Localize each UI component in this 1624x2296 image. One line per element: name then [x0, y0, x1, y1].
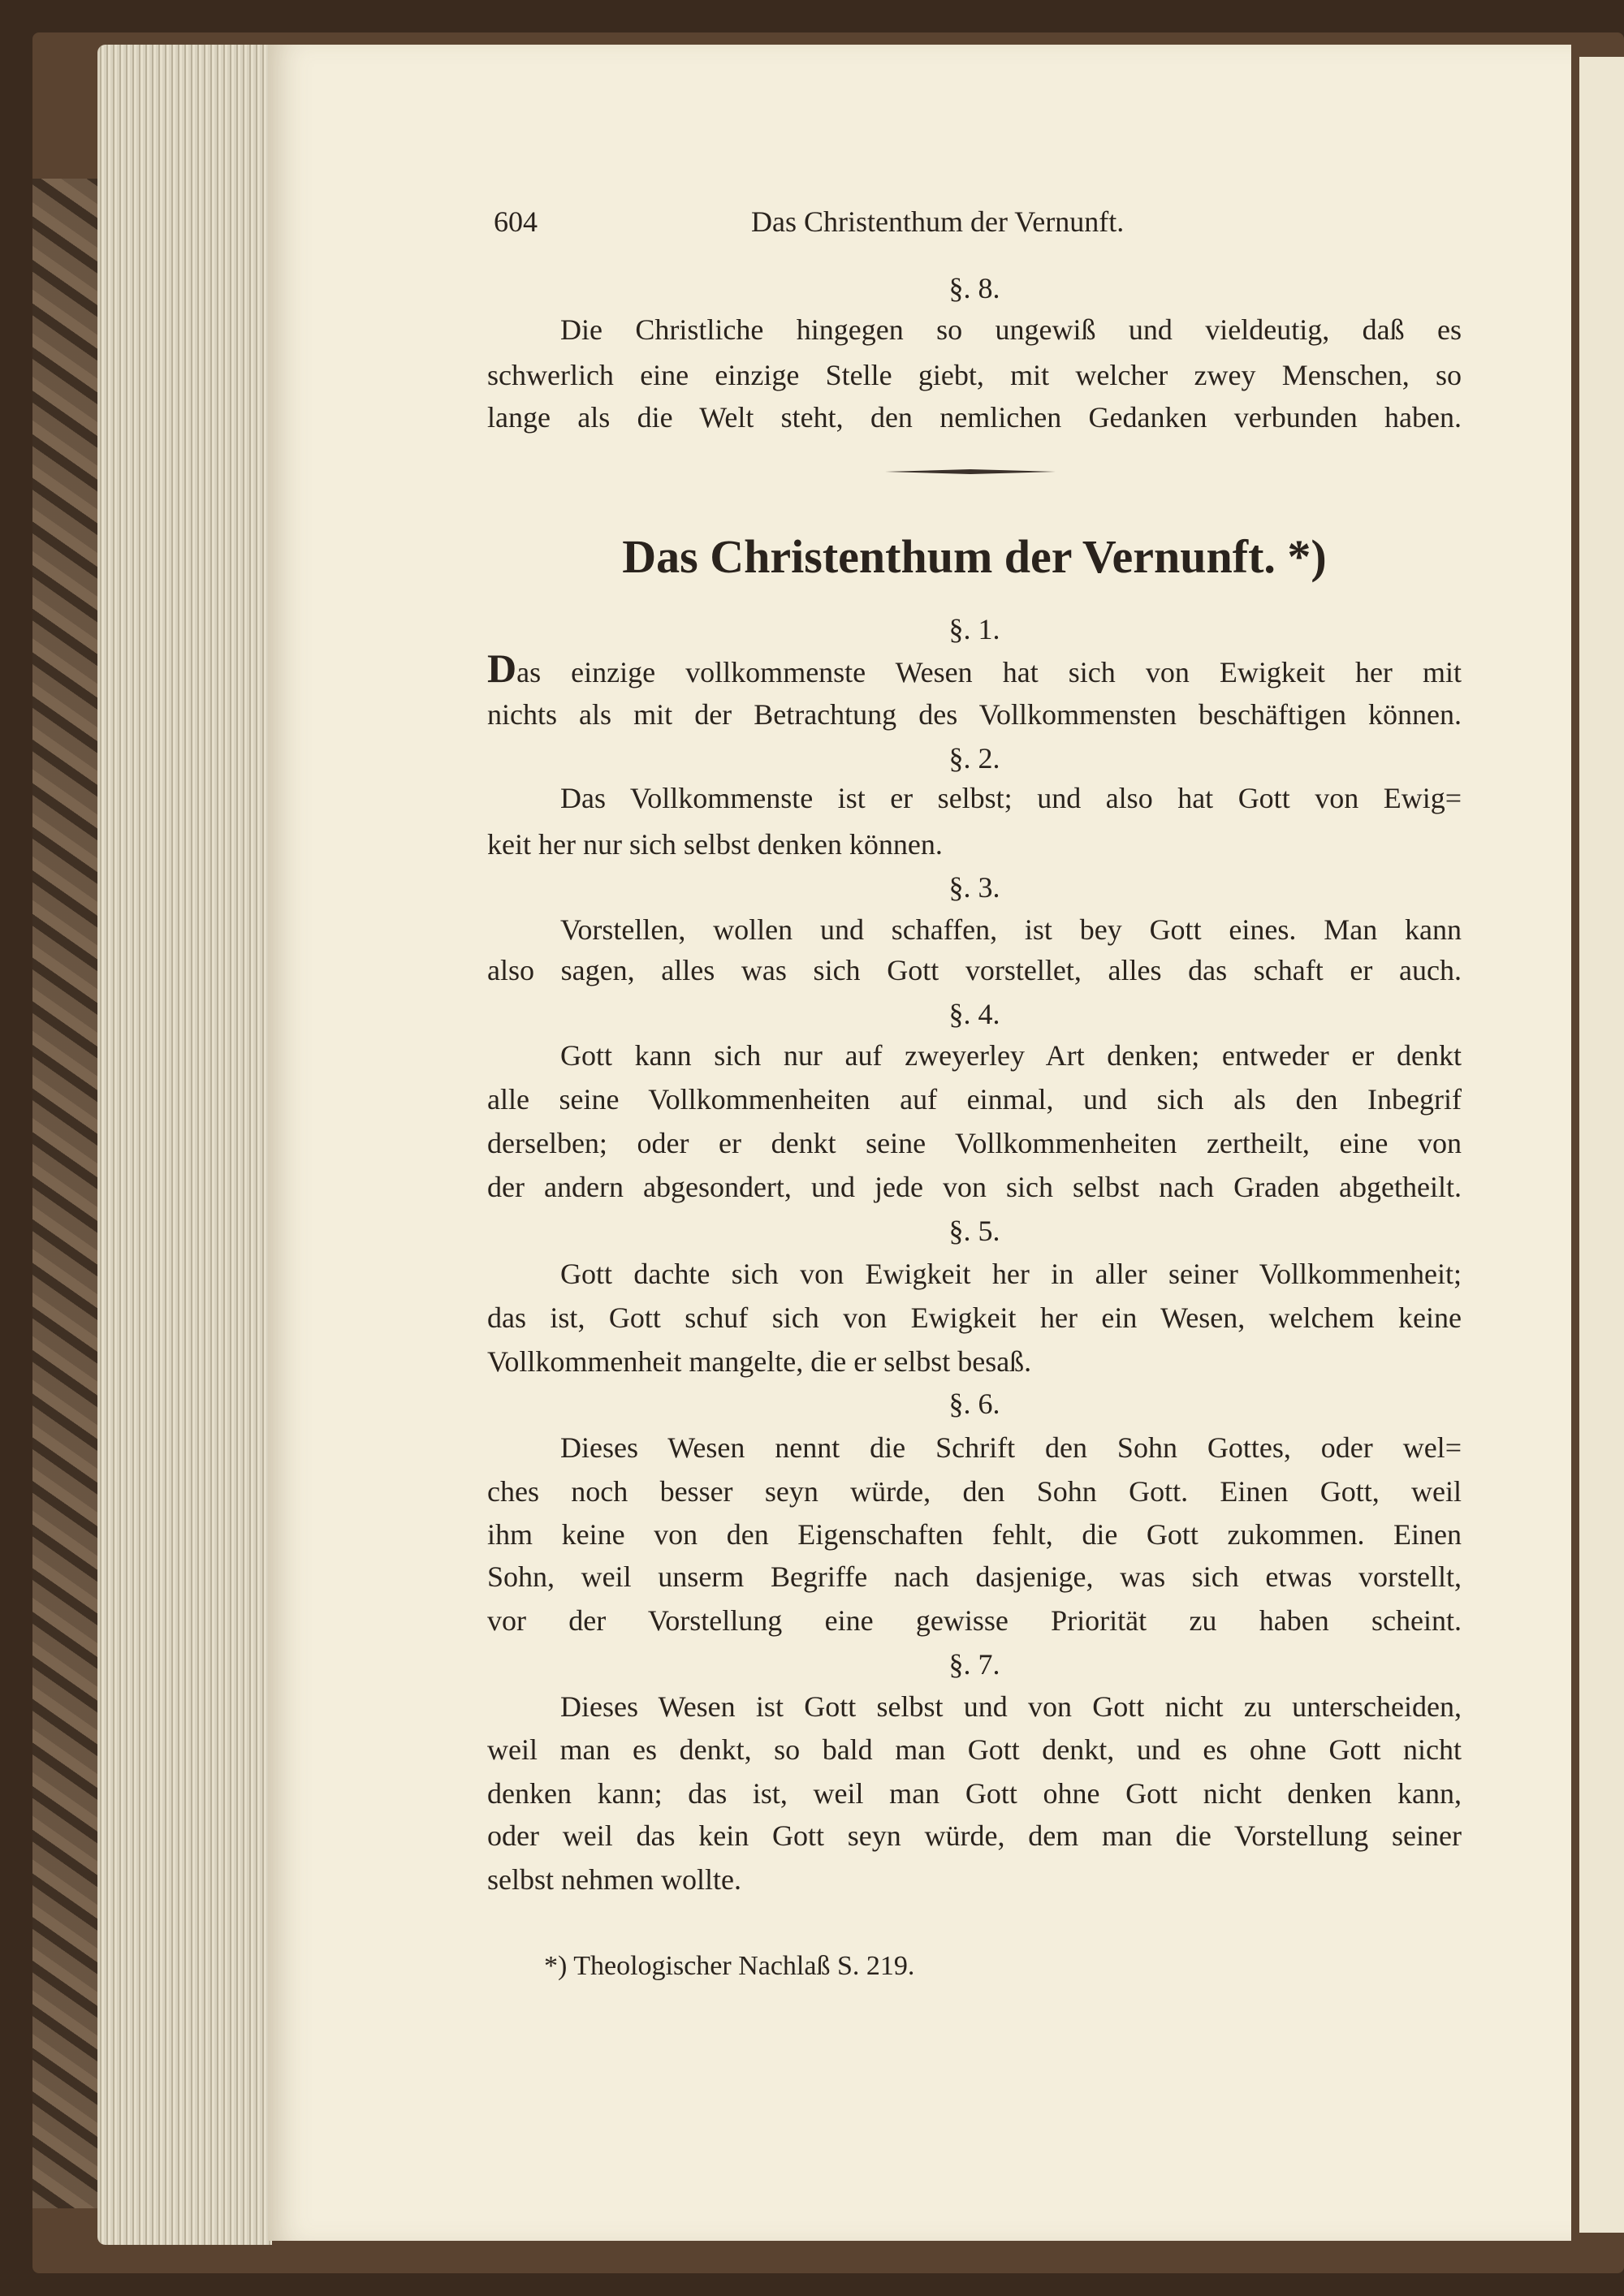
page-number: 604 [494, 205, 538, 238]
text-line: Vorstellen, wollen und schaffen, ist bey Gott eines. Man kann [560, 913, 1462, 946]
text-line: Sohn, weil unserm Begriffe nach dasjenige, was sich etwas vorstellt, [487, 1560, 1462, 1593]
marbled-cover-edge [32, 179, 106, 2208]
text-line: Dieses Wesen nennt die Schrift den Sohn Gottes, oder wel= [560, 1431, 1462, 1464]
text-line: Gott kann sich nur auf zweyerley Art denken; entweder er denkt [560, 1039, 1462, 1072]
text-line: das ist, Gott schuf sich von Ewigkeit her ein Wesen, welchem keine [487, 1301, 1462, 1334]
facing-page [1579, 57, 1624, 2233]
text-line: Dieses Wesen ist Gott selbst und von Gott nicht zu unterscheiden, [560, 1690, 1462, 1723]
text-line: ihm keine von den Eigenschaften fehlt, die Gott zukommen. Einen [487, 1518, 1462, 1551]
text-line-rest: as einzige vollkommenste Wesen hat sich von Ewigkeit her mit [516, 656, 1462, 688]
text-line: Die Christliche hingegen so ungewiß und vieldeutig, daß es [560, 313, 1462, 346]
section-mark: §. 5. [948, 1215, 1000, 1247]
section-mark: §. 2. [948, 742, 1000, 775]
text-line: keit her nur sich selbst denken können. [487, 828, 943, 861]
text-line [487, 645, 1462, 691]
text-line: derselben; oder er denkt seine Vollkommenheiten zertheilt, eine von [487, 1127, 1462, 1159]
text-line: Das Vollkommenste ist er selbst; und also hat Gott von Ewig= [560, 782, 1462, 814]
text-line: lange als die Welt steht, den nemlichen Gedanken verbunden haben. [487, 401, 1462, 434]
text-line: ches noch besser seyn würde, den Sohn Gott. Einen Gott, weil [487, 1475, 1462, 1508]
section-mark: §. 4. [948, 998, 1000, 1030]
section-mark: §. 1. [948, 613, 1000, 645]
text-line: also sagen, alles was sich Gott vorstellet, alles das schaft er auch. [487, 954, 1462, 986]
text-line: oder weil das kein Gott seyn würde, dem man die Vorstellung seiner [487, 1819, 1462, 1852]
drop-cap: D [487, 645, 517, 691]
text-line: der andern abgesondert, und jede von sich selbst nach Graden abgetheilt. [487, 1171, 1462, 1203]
text-line: denken kann; das ist, weil man Gott ohne Gott nicht denken kann, [487, 1777, 1462, 1810]
text-line: Gott dachte sich von Ewigkeit her in aller seiner Vollkommenheit; [560, 1258, 1462, 1290]
footnote: *) Theologischer Nachlaß S. 219. [544, 1951, 915, 1981]
page-edges [97, 45, 272, 2245]
text-line: weil man es denkt, so bald man Gott denkt, und es ohne Gott nicht [487, 1733, 1462, 1766]
text-line: vor der Vorstellung eine gewisse Priorität zu haben scheint. [487, 1604, 1462, 1637]
chapter-title: Das Christenthum der Vernunft. *) [622, 530, 1327, 583]
section-mark: §. 8. [948, 272, 1000, 304]
text-line: schwerlich eine einzige Stelle giebt, mit welcher zwey Menschen, so [487, 359, 1462, 391]
text-line: selbst nehmen wollte. [487, 1863, 741, 1896]
section-mark: §. 7. [948, 1648, 1000, 1681]
text-line: nichts als mit der Betrachtung des Vollkommensten beschäftigen können. [487, 698, 1462, 731]
section-mark: §. 3. [948, 871, 1000, 904]
text-line: alle seine Vollkommenheiten auf einmal, und sich als den Inbegrif [487, 1083, 1462, 1116]
section-mark: §. 6. [948, 1388, 1000, 1420]
running-title: Das Christenthum der Vernunft. [751, 205, 1125, 238]
text-line: Vollkommenheit mangelte, die er selbst besaß. [487, 1345, 1032, 1378]
